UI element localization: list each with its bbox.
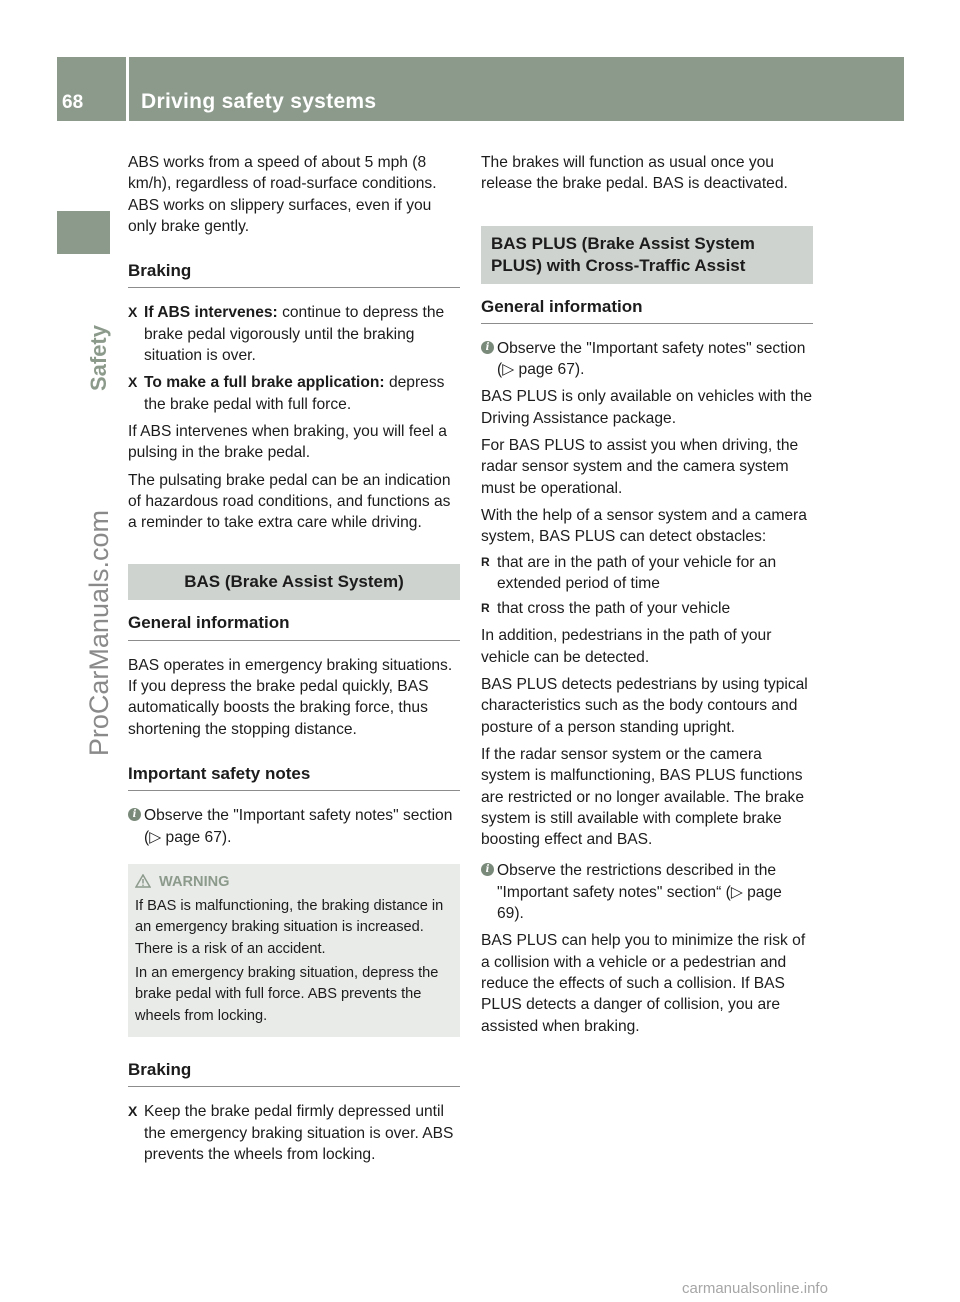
bas-plus-malfunction: If the radar sensor system or the camera system is malfunctioning, BAS PLUS functions are restricted or no longer available. The brake system is still available with complete brake boosting effect and BAS. [481, 745, 805, 849]
list-item: R that cross the path of your vehicle [481, 598, 813, 619]
footer-watermark: carmanualsonline.info [682, 1280, 828, 1297]
info-icon: i [481, 341, 494, 354]
abs-intro: ABS works from a speed of about 5 mph (8 km/h), regardless of road-surface conditions. ABS works on slippery surfaces, even if you only brake gently. [128, 154, 437, 235]
bas-general-heading: General information [128, 612, 460, 640]
bas-plus-general-heading: General information [481, 296, 813, 324]
bas-info-note: i Observe the "Important safety notes" section (▷ page 67). [128, 805, 460, 848]
page-title: Driving safety systems [141, 90, 377, 113]
warning-text-2: In an emergency braking situation, depress the brake pedal with full force. ABS prevents the wheels from locking. [135, 965, 439, 1024]
info-icon: i [128, 808, 141, 821]
step-full-brake: X To make a full brake application: depress the brake pedal with full force. [128, 372, 460, 415]
bas-plus-collision: BAS PLUS can help you to minimize the risk of a collision with a vehicle or a pedestrian and reduce the effects of such a collision. If BAS PLUS detects a danger of collision, you are assisted when braking. [481, 932, 806, 1035]
bas-deactivated-text: The brakes will function as usual once you release the brake pedal. BAS is deactivated. [481, 154, 788, 193]
abs-pulse-text: If ABS intervenes when braking, you will feel a pulsing in the brake pedal. [128, 422, 447, 462]
warning-box [128, 864, 460, 1037]
bas-plus-info-note-2: i Observe the restrictions described in the "Important safety notes" section“ (▷ page 69). [481, 860, 813, 924]
step-keep-pedal: X Keep the brake pedal firmly depressed until the emergency braking situation is over. ABS prevents the wheels from locking. [128, 1101, 460, 1165]
bas-plus-pedestrians: In addition, pedestrians in the path of your vehicle can be detected. [481, 627, 772, 666]
right-column [481, 152, 813, 1037]
bas-section-heading: BAS (Brake Assist System) [128, 564, 460, 600]
bas-plus-section-heading: BAS PLUS (Brake Assist System PLUS) with Cross-Traffic Assist [481, 226, 813, 284]
bas-general-text: BAS operates in emergency braking situations. If you depress the brake pedal quickly, BAS automatically boosts the braking force, thus shortening the stopping distance. [128, 656, 453, 738]
left-column [128, 152, 460, 1165]
bas-plus-detection: With the help of a sensor system and a camera system, BAS PLUS can detect obstacles: [481, 506, 807, 546]
bas-plus-info-note-1: i Observe the "Important safety notes" section (▷ page 67). [481, 338, 813, 381]
step-abs-intervenes: X If ABS intervenes: continue to depress the brake pedal vigorously until the braking situation is over. [128, 302, 460, 366]
bas-plus-availability: BAS PLUS is only available on vehicles with the Driving Assistance package. [481, 388, 813, 427]
side-watermark: ProCarManuals.com [84, 510, 114, 757]
section-tab-marker [57, 211, 110, 254]
abs-pedal-text: The pulsating brake pedal can be an indication of hazardous road conditions, and functions as a reminder to take extra care while driving. [128, 471, 451, 532]
warning-header: WARNING [135, 872, 453, 893]
bas-plus-characteristics: BAS PLUS detects pedestrians by using typical characteristics such as the body contours and posture of a person standing upright. [481, 676, 808, 736]
warning-triangle-icon [135, 874, 151, 888]
page-number: 68 [62, 92, 84, 113]
info-icon: i [481, 863, 494, 876]
bas-plus-requirements: For BAS PLUS to assist you when driving, the radar sensor system and the camera system must be operational. [481, 437, 799, 497]
section-label: Safety [86, 325, 111, 392]
braking-heading-2: Braking [128, 1059, 460, 1087]
header-divider [126, 57, 129, 121]
list-item: R that are in the path of your vehicle for an extended period of time [481, 552, 813, 595]
braking-heading: Braking [128, 260, 460, 288]
warning-text-1: If BAS is malfunctioning, the braking distance in an emergency braking situation is increased. There is a risk of an accident. [135, 898, 444, 957]
bas-safety-heading: Important safety notes [128, 763, 460, 791]
